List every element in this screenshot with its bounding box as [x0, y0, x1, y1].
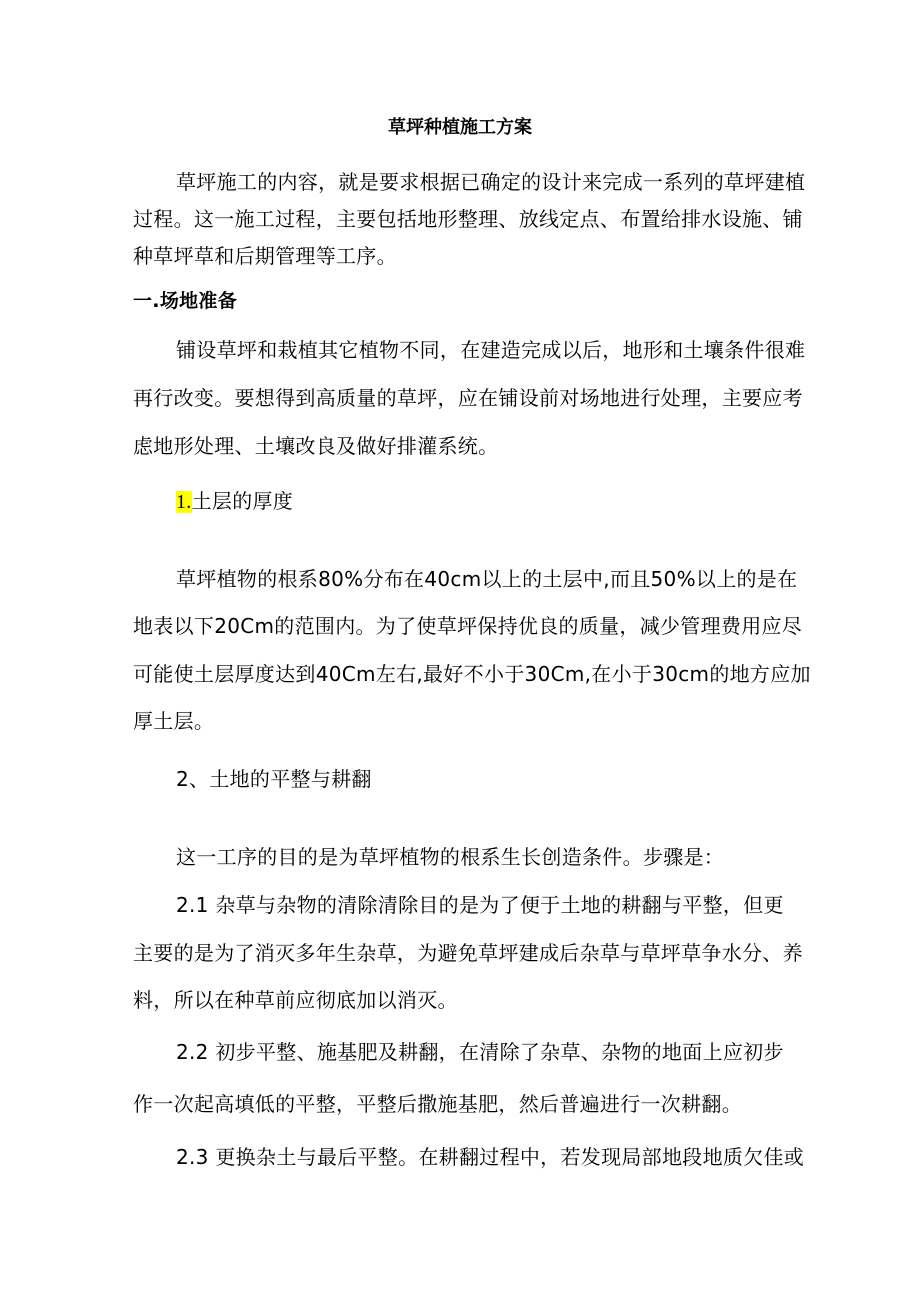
subheading-soil-thickness [176, 487, 793, 516]
sub1-line-4: 厚土层。 [133, 709, 215, 733]
sub2-intro: 这一工序的目的是为草坪植物的根系生长创造条件。步骤是： [176, 845, 725, 869]
step-2-2-line-2: 作一次起高填低的平整，平整后撒施基肥，然后普遍进行一次耕翻。 [133, 1092, 742, 1116]
intro-line-3: 种草坪草和后期管理等工序。 [133, 244, 397, 268]
step-2-1-line-1: 2.1 杂草与杂物的清除清除目的是为了便于土地的耕翻与平整，但更 [176, 893, 784, 917]
sub1-line-3: 可能使土层厚度达到40Cm左右,最好不小于30Cm,在小于30cm的地方应加 [133, 662, 811, 686]
sub1-line-1: 草坪植物的根系80%分布在40cm以上的土层中,而且50%以上的是在 [176, 567, 798, 591]
step-2-1-line-2: 主要的是为了消灭多年生杂草，为避免草坪建成后杂草与草坪草争水分、养 [133, 941, 803, 965]
step-2-1-line-3: 料，所以在种草前应彻底加以消灭。 [133, 988, 458, 1012]
intro-line-1: 草坪施工的内容，就是要求根据已确定的设计来完成一系列的草坪建植 [176, 170, 806, 194]
highlighted-number: 1. [176, 491, 192, 513]
section1-line-2: 再行改变。要想得到高质量的草坪，应在铺设前对场地进行处理，主要应考 [133, 386, 803, 410]
section1-line-3: 虑地形处理、土壤改良及做好排灌系统。 [133, 434, 499, 458]
sub1-line-2: 地表以下20Cm的范围内。为了使草坪保持优良的质量，减少管理费用应尽 [133, 614, 803, 638]
subheading-soil-thickness-label: 土层的厚度 [191, 489, 294, 513]
section1-line-1: 铺设草坪和栽植其它植物不同，在建造完成以后，地形和土壤条件很难 [176, 338, 806, 362]
section-heading-site-prep: 一.场地准备 [133, 290, 238, 312]
step-2-3-line-1: 2.3 更换杂土与最后平整。在耕翻过程中，若发现局部地段地质欠佳或 [176, 1145, 805, 1169]
page-title: 草坪种植施工方案 [388, 117, 532, 138]
intro-line-2: 过程。这一施工过程，主要包括地形整理、放线定点、布置给排水设施、铺 [133, 207, 803, 231]
subheading-land-leveling: 2、土地的平整与耕翻 [176, 767, 372, 791]
step-2-2-line-1: 2.2 初步平整、施基肥及耕翻，在清除了杂草、杂物的地面上应初步 [176, 1040, 784, 1064]
